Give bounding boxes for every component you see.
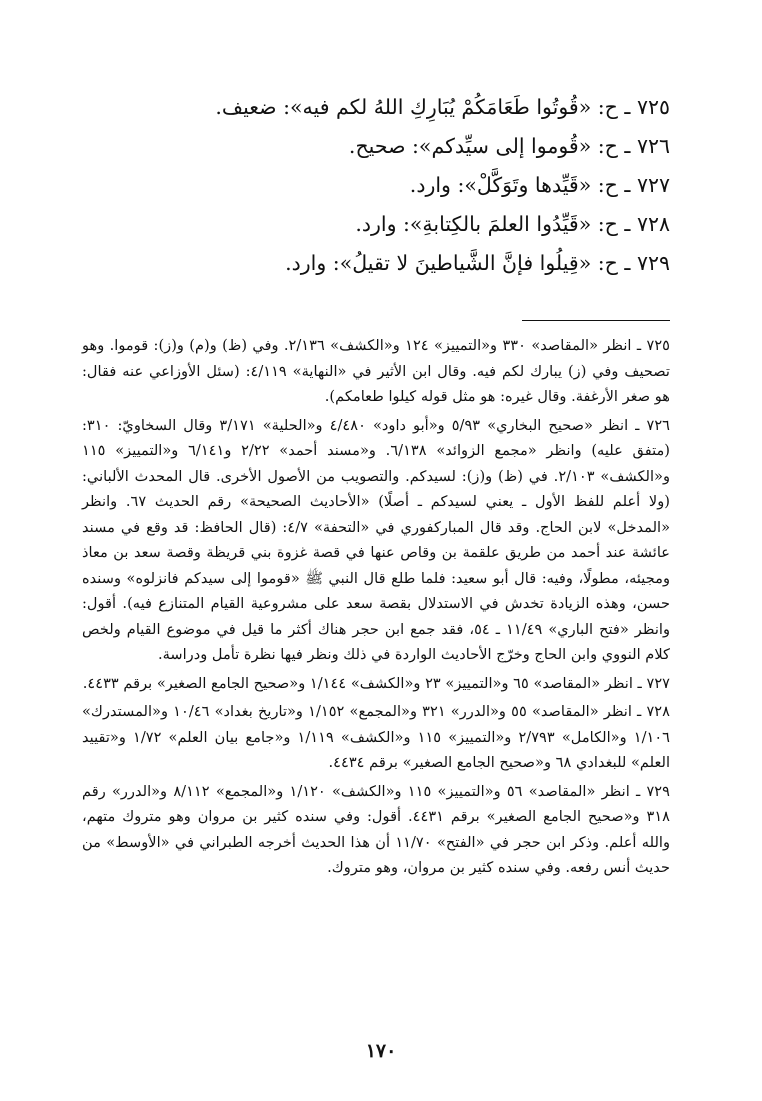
- hadith-entry: ٧٢٧ ـ ح: «قَيِّدها وتَوَكَّلْ»: وارد.: [409, 173, 670, 197]
- hadith-list: [110, 88, 670, 283]
- footnote: ٧٢٥ ـ انظر «المقاصد» ٣٣٠ و«التمييز» ١٢٤ و«الكشف» ٢/١٣٦. وفي (ظ) و(م) و(ز): قوموا. وهو تصحيف وفي (ز) يبارك لكم فيه. وقال ابن الأثير في «النهاية» ٤/١١٩: (سئل الأوزاعي عنه فقال: هو صغر الأرغفة. وقال غيره: هو مثل قوله كيلوا طعامكم).: [82, 337, 670, 405]
- hadith-entry: ٧٢٨ ـ ح: «قَيِّدُوا العلمَ بالكِتابةِ»: وارد.: [355, 212, 670, 236]
- hadith-entry: ٧٢٦ ـ ح: «قُوموا إلى سيِّدكم»: صحيح.: [348, 134, 670, 158]
- footnote-divider: [522, 320, 670, 321]
- footnote: ٧٢٨ ـ انظر «المقاصد» ٥٥ و«الدرر» ٣٢١ و«المجمع» ١/١٥٢ و«تاريخ بغداد» ١٠/٤٦ و«المستدرك» ١/١٠٦ و«الكامل» ٢/٧٩٣ و«التمييز» ١١٥ و«الكشف» ١/١١٩ و«جامع بيان العلم» ١/٧٢ و«تقييد العلم» للبغدادي ٦٨ و«صحيح الجامع الصغير» برقم ٤٤٣٤.: [82, 703, 671, 771]
- footnotes: [82, 333, 670, 884]
- hadith-entry: ٧٢٥ ـ ح: «قُوتُوا طَعَامَكُمْ يُبَارِكِ اللهُ لكم فيه»: ضعيف.: [215, 95, 670, 119]
- hadith-entry: ٧٢٩ ـ ح: «قِيلُوا فإنَّ الشَّياطينَ لا تقيلُ»: وارد.: [285, 251, 670, 275]
- footnote: ٧٢٦ ـ انظر «صحيح البخاري» ٥/٩٣ و«أبو داود» ٤/٤٨٠ و«الحلية» ٣/١٧١ وقال السخاويّ: ٣١٠: (متفق عليه) وانظر «مجمع الزوائد» ٦/١٣٨. و«مسند أحمد» ٢/٢٢ و٦/١٤١ و«التمييز» ١١٥ و«الكشف» ٢/١٠٣. في (ظ) و(ز): لسيدكم. والتصويب من الأصول الأخرى. قال المحدث الألباني: (ولا أعلم للفظ الأول ـ يعني لسيدكم ـ أصلًا) «الأحاديث الصحيحة» رقم الحديث ٦٧. وانظر «المدخل» لابن الحاج. وقد قال المباركفوري في «التحفة» ٤/٧: (قال الحافظ: قد وقع في مسند عائشة عند أحمد من طريق علقمة بن وقاص عنها في قصة غزوة بني قريظة وقصة سعد بن معاذ ومجيئه، مطولًا، وفيه: قال أبو سعيد: فلما طلع قال النبي ﷺ «قوموا إلى سيدكم فانزلوه» وسنده حسن، وهذه الزيادة تخدش في الاستدلال بقصة سعد على مشروعية القيام المتنازع فيه). أقول: وانظر «فتح الباري» ١١/٤٩ ـ ٥٤، فقد جمع ابن حجر هناك أكثر ما قيل في موضوع القيام ولخص كلام النووي وابن الحاج وخرّج الأحاديث الواردة في ذلك ونظر فيها نظرة تأمل ودراسة.: [82, 416, 671, 663]
- footnote: ٧٢٩ ـ انظر «المقاصد» ٥٦ و«التمييز» ١١٥ و«الكشف» ١/١٢٠ و«المجمع» ٨/١١٢ و«الدرر» رقم ٣١٨ و«صحيح الجامع الصغير» برقم ٤٤٣١. أقول: وفي سنده كثير بن مروان وهو متروك متهم، والله أعلم. وذكر ابن حجر في «الفتح» ١١/٧٠ أن هذا الحديث أخرجه الطبراني في «الأوسط» من حديث أنس رفعه. وفي سنده كثير بن مروان، وهو متروك.: [82, 782, 670, 876]
- footnote: ٧٢٧ ـ انظر «المقاصد» ٦٥ و«التمييز» ٢٣ و«الكشف» ١/١٤٤ و«صحيح الجامع الصغير» برقم ٤٤٣٣.: [82, 674, 670, 692]
- page-number: ١٧٠: [365, 1040, 397, 1062]
